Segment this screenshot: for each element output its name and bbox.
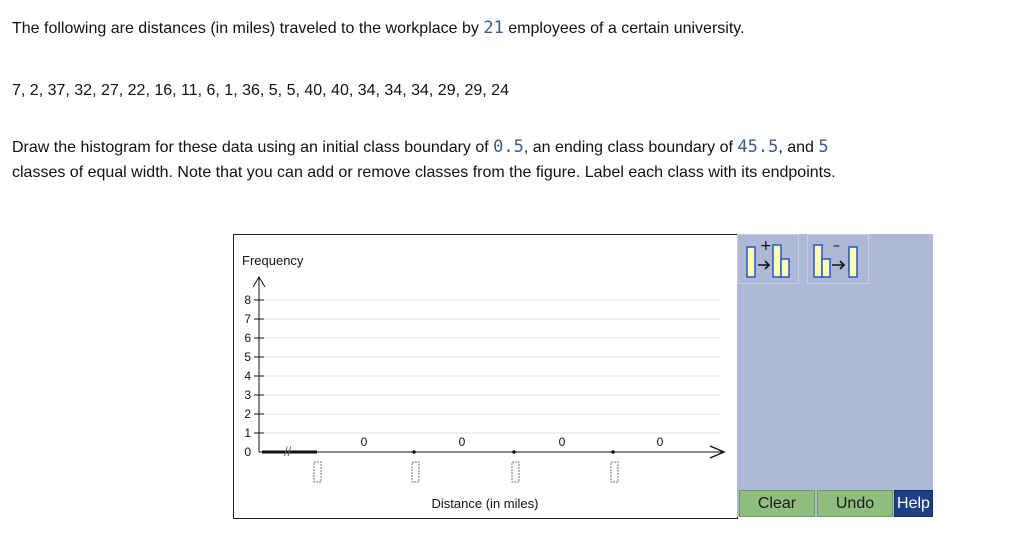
question-intro <box>12 17 802 40</box>
remove-class-tool[interactable] <box>807 234 869 284</box>
clear-button[interactable]: Clear <box>739 490 815 517</box>
y-tick-label: 2 <box>244 407 251 421</box>
y-tick-label: 6 <box>244 331 251 345</box>
gridlines <box>259 300 720 433</box>
class-frequency-label: 0 <box>458 435 466 449</box>
help-button[interactable]: Help <box>894 490 933 517</box>
employee-count: 21 <box>483 18 504 38</box>
class-frequency-label: 0 <box>558 435 566 449</box>
class-frequency-label: 0 <box>360 435 368 449</box>
y-tick-label: 5 <box>244 350 251 364</box>
instruction-text-c: , and <box>778 139 814 156</box>
x-axis-label: Distance (in miles) <box>431 496 539 511</box>
class-endpoint-input[interactable] <box>314 462 321 482</box>
histogram-svg[interactable] <box>234 235 737 518</box>
data-values: 7, 2, 37, 32, 27, 22, 16, 11, 6, 1, 36, 5, 5, 40, 40, 34, 34, 34, 29, 29, 24 <box>12 82 509 99</box>
question-instructions <box>12 135 842 185</box>
class-frequency-label: 0 <box>656 435 664 449</box>
initial-boundary-value: 0.5 <box>493 137 524 157</box>
y-tick-label: 3 <box>244 388 251 402</box>
class-boundary-dot[interactable] <box>611 450 615 454</box>
svg-text:+: + <box>760 238 772 254</box>
histogram-canvas[interactable] <box>233 234 738 519</box>
y-tick-label: 7 <box>244 312 251 326</box>
y-axis-label: Frequency <box>242 253 304 268</box>
remove-class-icon <box>808 235 868 283</box>
class-markers[interactable] <box>314 435 664 482</box>
class-endpoint-input[interactable] <box>412 462 419 482</box>
axis-break-icon: // <box>284 444 292 459</box>
svg-text:–: – <box>833 238 840 254</box>
question-text-1: The following are distances (in miles) traveled to the workplace by <box>12 20 479 37</box>
class-boundary-dot[interactable] <box>512 450 516 454</box>
tool-panel <box>737 234 933 517</box>
class-boundary-dot[interactable] <box>412 450 416 454</box>
y-axis-ticks <box>244 293 264 459</box>
add-class-icon <box>738 235 798 283</box>
class-endpoint-input[interactable] <box>512 462 519 482</box>
ending-boundary-value: 45.5 <box>737 137 779 157</box>
y-tick-label: 0 <box>244 445 251 459</box>
instruction-text-d: classes of equal width. Note that you can add or remove classes from the figure. Label each class with its endpoints. <box>12 164 836 181</box>
add-class-tool[interactable] <box>737 234 799 284</box>
question-text-2: employees of a certain university. <box>508 20 745 37</box>
y-tick-label: 1 <box>244 426 251 440</box>
y-tick-label: 8 <box>244 293 251 307</box>
instruction-text-b: , an ending class boundary of <box>523 139 733 156</box>
class-endpoint-input[interactable] <box>611 462 618 482</box>
instruction-text-a: Draw the histogram for these data using an initial class boundary of <box>12 139 489 156</box>
y-tick-label: 4 <box>244 369 251 383</box>
class-count-value: 5 <box>818 137 829 157</box>
undo-button[interactable]: Undo <box>817 490 893 517</box>
